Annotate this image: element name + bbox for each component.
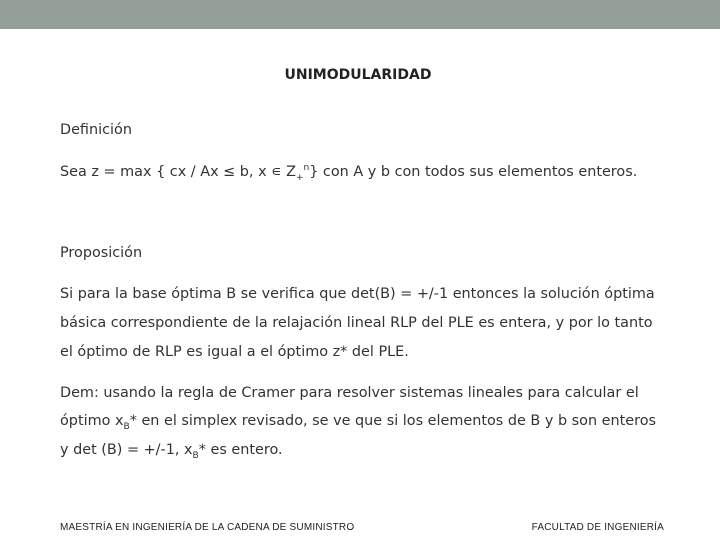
definicion-sub: +	[295, 172, 304, 183]
definicion-heading: Definición	[60, 122, 132, 138]
top-bar	[0, 0, 720, 29]
definicion-sup: n	[303, 163, 310, 174]
proposicion-line-3: el óptimo de RLP es igual a el óptimo z* del PLE.	[60, 344, 409, 360]
demostracion-line-3-sub: B	[192, 450, 199, 461]
demostracion-line-2-pre: óptimo x	[60, 413, 124, 429]
definicion-text	[60, 163, 637, 181]
demostracion-line-2	[60, 412, 656, 430]
demostracion-line-2-post: * en el simplex revisado, se ve que si los elementos de B y b son enteros	[129, 413, 657, 429]
demostracion-line-3-pre: y det (B) = +/-1, x	[60, 442, 193, 458]
demostracion-line-2-sub: B	[123, 421, 130, 432]
footer-left: MAESTRÍA EN INGENIERÍA DE LA CADENA DE SUMINISTRO	[60, 522, 355, 533]
demostracion-line-1: Dem: usando la regla de Cramer para resolver sistemas lineales para calcular el	[60, 385, 639, 401]
proposicion-heading: Proposición	[60, 245, 143, 261]
slide-title: UNIMODULARIDAD	[284, 67, 432, 83]
demostracion-line-3	[60, 441, 283, 459]
demostracion-line-3-post: * es entero.	[198, 442, 283, 458]
proposicion-line-2: básica correspondiente de la relajación lineal RLP del PLE es entera, y por lo tanto	[60, 315, 653, 331]
definicion-text-post: } con A y b con todos sus elementos enteros.	[309, 164, 638, 180]
definicion-text-pre: Sea z = max { cx / Ax ≤ b, x ∊ Z	[60, 164, 296, 180]
footer-right: FACULTAD DE INGENIERÍA	[531, 522, 664, 533]
proposicion-line-1: Si para la base óptima B se verifica que det(B) = +/-1 entonces la solución óptima	[60, 286, 655, 302]
